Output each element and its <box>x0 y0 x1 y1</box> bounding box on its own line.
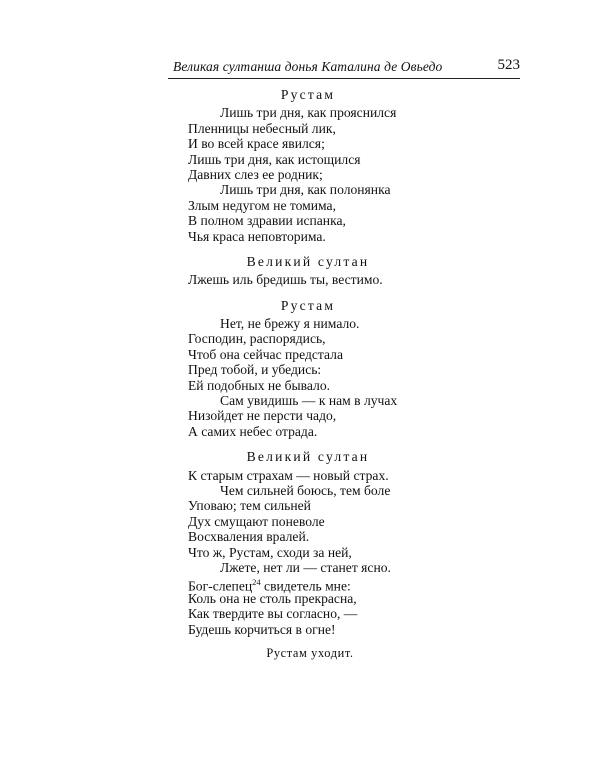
verse-line: Дух смущают поневоле <box>188 513 325 529</box>
verse-line: Чем сильней боюсь, тем боле <box>220 482 391 498</box>
speaker-sultan: Великий султан <box>246 253 370 269</box>
verse-line: Ей подобных не бывало. <box>188 377 331 393</box>
verse-block-2 <box>188 272 488 287</box>
verse-line: Лжете, нет ли — станет ясно. <box>220 559 391 575</box>
verse-line: Сам увидишь — к нам в лучах <box>220 393 398 409</box>
speaker-rustam: Рустам <box>280 297 336 313</box>
header-rule <box>168 78 520 79</box>
speaker-sultan: Великий султан <box>246 449 370 465</box>
verse-line: Будешь корчиться в огне! <box>188 621 336 637</box>
verse-line: Коль она не столь прекрасна, <box>188 590 357 606</box>
verse-line-start: Бог-слепец <box>188 578 253 594</box>
verse-line: Чья краса неповторима. <box>188 228 326 244</box>
page-number: 523 <box>497 57 520 73</box>
speaker-rustam: Рустам <box>280 87 336 102</box>
verse-line: Восхваления вралей. <box>188 529 310 545</box>
verse-line: Пред тобой, и убедись: <box>188 362 322 378</box>
verse-block-4 <box>188 468 488 637</box>
page-header <box>168 57 520 79</box>
verse-line: Нет, не брежу я нимало. <box>220 316 360 332</box>
verse-line: Низойдет не персти чадо, <box>188 408 337 424</box>
verse-line: Уповаю; тем сильней <box>188 498 311 514</box>
verse-line: И во всей красе явился; <box>188 136 325 152</box>
verse-line: К старым страхам — новый страх. <box>188 467 389 483</box>
verse-line: Пленницы небесный лик, <box>188 120 336 136</box>
verse-line: Лжешь иль бредишь ты, вестимо. <box>188 272 383 288</box>
verse-line: Лишь три дня, как полонянка <box>220 182 391 198</box>
verse-line: А самих небес отрада. <box>188 423 318 439</box>
verse-line: Лишь три дня, как истощился <box>188 151 361 167</box>
verse-line: Чтоб она сейчас предстала <box>188 346 343 362</box>
verse-line <box>188 575 488 594</box>
footnote-ref[interactable]: 24 <box>252 577 261 588</box>
verse-line: Что ж, Рустам, сходи за ней, <box>188 544 352 560</box>
verse-line: Злым недугом не томима, <box>188 197 336 213</box>
stage-direction: Рустам уходит. <box>266 645 354 660</box>
verse-block-1 <box>188 105 488 244</box>
verse-line: Давних слез ее родник; <box>188 166 323 182</box>
verse-block-3 <box>188 316 488 439</box>
verse-line-rest: свидетель мне: <box>260 578 351 594</box>
running-title: Великая султанша донья Каталина де Овьедо <box>173 59 443 74</box>
play-text <box>188 87 488 661</box>
verse-line: В полном здравии испанка, <box>188 213 346 229</box>
verse-line: Господин, распорядись, <box>188 331 326 347</box>
verse-line: Лишь три дня, как прояснился <box>220 105 397 121</box>
verse-line: Как твердите вы согласно, — <box>188 606 358 622</box>
